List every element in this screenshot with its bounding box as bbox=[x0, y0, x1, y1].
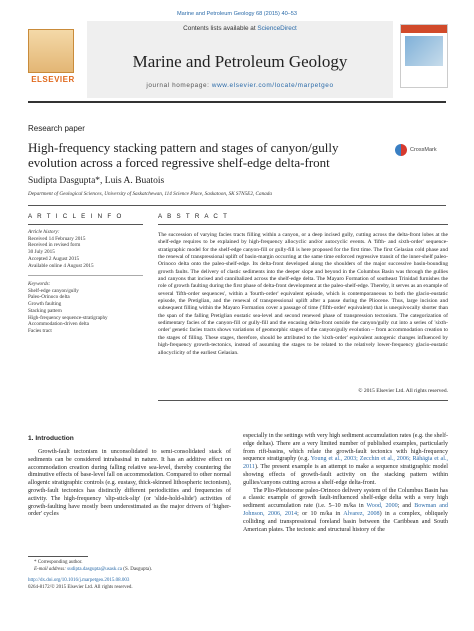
keyword: Shelf-edge canyon/gully bbox=[28, 287, 79, 294]
footnote-divider bbox=[28, 556, 88, 557]
keywords-label: Keywords: bbox=[28, 281, 51, 287]
keyword: Growth faulting bbox=[28, 301, 62, 308]
homepage-link[interactable]: www.elsevier.com/locate/marpetgeo bbox=[211, 82, 334, 89]
article-info-divider bbox=[28, 224, 143, 225]
keyword: High-frequency sequence-stratigraphy bbox=[28, 314, 108, 321]
history-item: Received in revised form bbox=[28, 242, 81, 249]
history-item: Received 14 February 2015 bbox=[28, 235, 86, 242]
article-history bbox=[28, 229, 148, 269]
elsevier-logo-text: ELSEVIER bbox=[31, 75, 75, 84]
crossmark-badge[interactable]: CrossMark bbox=[395, 141, 447, 157]
keyword: Stacking pattern bbox=[28, 307, 62, 314]
doi-block bbox=[28, 578, 258, 591]
keyword: Accommodation-driven delta bbox=[28, 321, 89, 328]
history-item: Available online 4 August 2015 bbox=[28, 262, 94, 269]
abstract-heading: A B S T R A C T bbox=[158, 213, 229, 220]
introduction-heading: 1. Introduction bbox=[28, 435, 74, 442]
citation-link[interactable]: Alvarez, 2008 bbox=[343, 510, 380, 517]
history-label: Article history: bbox=[28, 229, 60, 235]
article-type-label: Research paper bbox=[28, 124, 85, 133]
author-list[interactable]: Sudipta Dasgupta*, Luis A. Buatois bbox=[28, 176, 165, 186]
elsevier-logo[interactable] bbox=[28, 29, 78, 89]
affiliation: Department of Geological Sciences, University of Saskatchewan, 114 Science Place, Saskatoon, SK S7N5E2, Canada bbox=[28, 191, 272, 197]
intro-left-column bbox=[28, 449, 231, 519]
sciencedirect-link[interactable]: ScienceDirect bbox=[257, 25, 297, 32]
keyword: Facies tract bbox=[28, 327, 52, 334]
journal-cover-thumbnail[interactable] bbox=[400, 24, 448, 88]
contents-line: Contents lists available at ScienceDirect bbox=[183, 25, 297, 32]
intro-paragraph: The Plio-Pleistocene paleo-Orinoco delivery system of the Columbus Basin has a classic example of growth fault-influenced shelf-edge delta with a very high sediment accumulation rate (i.e. 5–10 m/ka in Wood, 2000; and Bowman and Johnson, 2006, 2014; or 10 m/ka in Alvarez, 2008) in a complex, obliquely colliding and transpressional foreland basin between the Caribbean and South American plates. The tectonic and structural history of the bbox=[243, 487, 449, 533]
abstract-divider bbox=[158, 224, 448, 225]
journal-reference[interactable]: Marine and Petroleum Geology 68 (2015) 40–53 bbox=[176, 11, 298, 17]
citation-link[interactable]: Bowman and Johnson, 2006, 2014 bbox=[243, 503, 449, 517]
keywords-divider bbox=[28, 275, 143, 276]
issn-line: 0264-8172/© 2015 Elsevier Ltd. All rights reserved. bbox=[28, 584, 133, 590]
intro-paragraph: especially in the settings with very high sediment accumulation rates (e.g. the shelf-edge deltas). There are a very limited number of published examples, particularly from rift-basins, which relate the growth-fault tectonics with high-frequency sequence stratigraphy (e.g. Young et al., 2003; Zecchin et al., 2006; Rāhāgia et al., 2011). The present example is an attempt to make a sequence stratigraphic model showing effects of growth-fault activity on the stacking pattern within gullies/canyons cutting across a shelf-edge delta-front. bbox=[243, 433, 449, 486]
keyword: Paleo-Orinoco delta bbox=[28, 294, 70, 301]
citation-link[interactable]: Young et al., 2003; Zecchin et al., 2006; Rāhāgia et al., 2011 bbox=[243, 456, 449, 471]
email-link[interactable]: sudipta.dasgupta@usask.ca bbox=[67, 566, 123, 572]
masthead-divider bbox=[28, 101, 446, 103]
footnote-block bbox=[34, 560, 234, 573]
abstract-body: The succession of varying facies tracts filling within a canyon, or a deep incised gully, cutting across the delta-front lobes at the shelf-edge requires to be explained by high-frequency allocyclic and/or autocyclic events. A 'fifth- and sixth-order' sequence-stratigraphic model for the shelf-edge canyon-fill or gully-fill is here proposed for the first time. The first Gelasian cold phase and the renewal of transpressional uplift of basin-margin occurring at the same time enforced regressive transit of the inner-shelf paleo-Orinoco delta onto the paleo-shelf-edge. Its delta-front developed along the shoulders of the major successive basin-bounding growth faults. The delivery of clastic sediments into the deeper slope and beyond in the Columbus Basin was through the gullies and canyons that incised and cannibalized across the shelf-edge delta. The Mayaro Formation of southeast Trinidad furnishes the role of growth faulting during the first phase of delta-front development at the paleo-shelf-edge. Thereby, it serves as an example of several 'fifth-order sequences', within a 'fourth-order' equivalent episode, which is contemporaneous to both the glacio-eustatic episode, the Pretiglian, and the renewal of transpressional uplift after a pause during the Pliocene. Thus, large incision and subsequent filling within the Mayaro Formation cover a passage of time ('fifth-order' equivalent) that is unequivocally shorter than the span of the falling Pretiglian eustatic sea-level and second renewed phase of transpression tectonism. The categorization of sedimentary facies of the canyon-fill or gully-fill and the encasing delta-front outside the canyon/gully cut into a series of 'sixth-order' genetic facies tracts shows variations of geomorphic stages of the canyon/gully evolution – from accommodation creation to the stages of filling. These stages, therefore, should be attributed to the 'sixth-order' equivalent autogenic changes influenced by high-frequency growth-tectonics, instead of assuming the stages to be related to the relatively lower-frequency glacio-eustatic allocyclicity of the earliest Gelasian. bbox=[158, 232, 448, 356]
abstract-end-divider bbox=[158, 400, 448, 401]
header-divider bbox=[28, 205, 446, 206]
doi-link[interactable]: http://dx.doi.org/10.1016/j.marpetgeo.2015.08.003 bbox=[28, 578, 130, 583]
abstract-copyright: © 2015 Elsevier Ltd. All rights reserved. bbox=[358, 388, 448, 394]
journal-masthead bbox=[28, 21, 448, 98]
masthead-banner bbox=[87, 21, 393, 98]
intro-right-column bbox=[243, 433, 448, 534]
history-item: Accepted 2 August 2015 bbox=[28, 255, 80, 262]
article-info-heading: A R T I C L E I N F O bbox=[28, 213, 124, 220]
keywords bbox=[28, 281, 148, 335]
citation-link[interactable]: Wood, 2000 bbox=[366, 503, 398, 510]
email-line: E-mail address: sudipta.dasgupta@usask.ca (S. Dasgupta). bbox=[34, 566, 153, 572]
crossmark-icon bbox=[395, 144, 407, 156]
intro-paragraph: Growth-fault tectonism in unconsolidated to semi-consolidated stack of sediments can be considered intrabasinal in nature. It has an additive effect on accommodation creation during falling relative sea-level, thereby countering the diminutive effects of base-level fall on accommodation. Compared to other normal allogenic stratigraphic controls (e.g. eustasy, thick-skinned lithospheric tectonism), growth-fault tectonics has distinctly different periodicities and frequencies of activity. The high-frequency 'slip-stick-slip' (or 'slide-hold-slide') activities of growth-faulting have mostly been underestimated as the major drivers of 'higher-order' cycles bbox=[28, 449, 231, 518]
history-item: 30 July 2015 bbox=[28, 249, 55, 256]
article-title: High-frequency stacking pattern and stages of canyon/gully evolution across a forced regressive shelf-edge delta-front bbox=[28, 140, 339, 170]
corresponding-author-note: * Corresponding author. bbox=[34, 560, 83, 565]
journal-title: Marine and Petroleum Geology bbox=[132, 52, 348, 71]
elsevier-tree-icon bbox=[28, 29, 74, 73]
journal-homepage: journal homepage: www.elsevier.com/locate/marpetgeo bbox=[146, 82, 334, 89]
